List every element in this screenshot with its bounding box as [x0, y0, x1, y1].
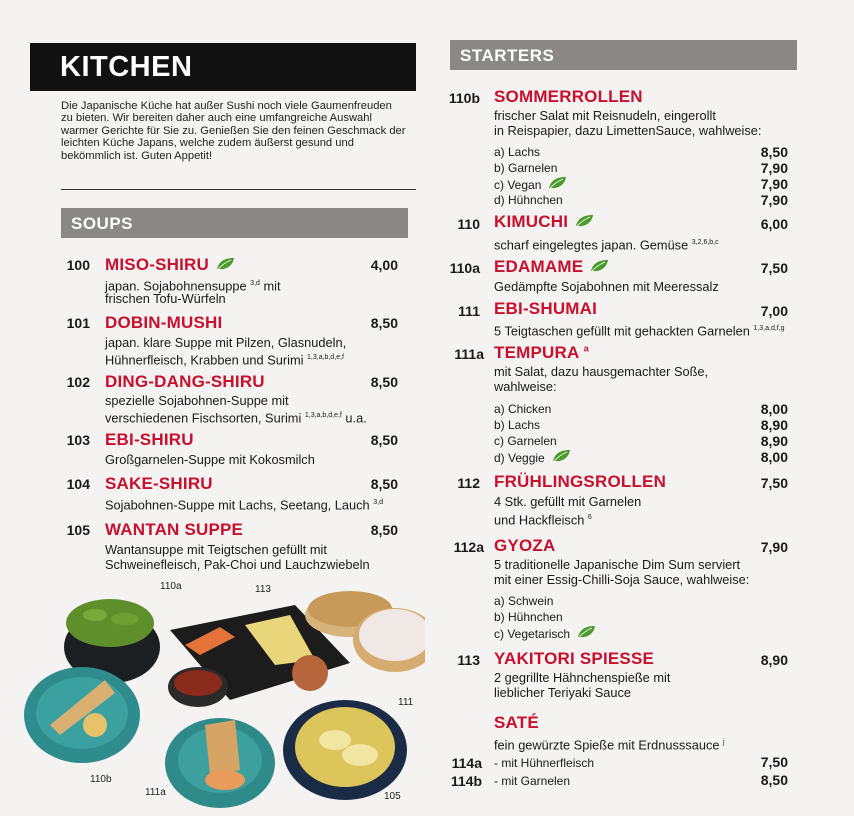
vegan-leaf-icon — [589, 259, 609, 273]
item-name: SOMMERROLLEN — [494, 87, 643, 106]
vegan-leaf-icon — [547, 176, 567, 190]
item-description: Hühnerfleisch, Krabben und Surimi $^{1,3,a,b,d,e,f}$ — [105, 352, 345, 368]
item-number: 110b — [448, 90, 480, 106]
item-price: 7,50 — [760, 260, 788, 276]
item-description: 5 traditionelle Japanische Dim Sum serviert — [494, 557, 741, 572]
item-description: Gedämpfte Sojabohnen mit Meeressalz — [494, 279, 719, 294]
item-number: 114a — [451, 755, 482, 771]
item-number: 105 — [66, 522, 90, 538]
item-number: 112a — [453, 539, 484, 555]
option-price: 8,00 — [760, 449, 788, 465]
option-price: 7,90 — [760, 192, 788, 208]
option-price: 8,00 — [760, 401, 788, 417]
option-price: 8,50 — [760, 144, 788, 160]
item-number: 104 — [66, 476, 90, 492]
option-price: 7,50 — [760, 754, 788, 770]
option-label: c) Garnelen — [494, 434, 557, 448]
item-name: SATÉ — [494, 713, 539, 732]
item-name: DOBIN-MUSHI — [105, 313, 223, 332]
item-number: 111 — [458, 303, 480, 319]
kitchen-title: KITCHEN — [30, 43, 416, 91]
item-description: scharf eingelegtes japan. Gemüse $^{3,2,6,b,c}$ — [494, 237, 719, 253]
item-description: Sojabohnen-Suppe mit Lachs, Seetang, Lauch $^{3,d}$ — [105, 497, 383, 513]
option-price: 7,90 — [760, 176, 788, 192]
option-label: a) Chicken — [494, 402, 552, 416]
item-price: 8,50 — [370, 476, 398, 492]
photo-caption: 113 — [255, 584, 271, 595]
option-label: c) Vegan — [494, 176, 567, 193]
item-description: japan. Sojabohnensuppe $^{3,d}$ mit — [105, 278, 281, 294]
item-name: WANTAN SUPPE — [105, 520, 244, 539]
item-name: YAKITORI SPIESSE — [494, 649, 655, 668]
item-number: 112 — [457, 475, 480, 491]
option-label: d) Hühnchen — [494, 193, 563, 207]
photo-caption: 110b — [90, 774, 112, 785]
soups-section-title: SOUPS — [61, 208, 408, 238]
item-price: 7,90 — [760, 539, 788, 555]
item-description: frischer Salat mit Reisnudeln, eingerollt — [494, 108, 716, 123]
item-name: TEMPURA $^a$ — [494, 343, 589, 362]
item-description: lieblicher Teriyaki Sauce — [494, 685, 632, 700]
item-name: GYOZA — [494, 536, 556, 555]
item-name: FRÜHLINGSROLLEN — [494, 472, 667, 491]
item-price: 7,00 — [760, 303, 788, 319]
option-label: c) Vegetarisch — [494, 625, 596, 642]
option-label: b) Lachs — [494, 418, 541, 432]
item-description: Großgarnelen-Suppe mit Kokosmilch — [105, 452, 315, 467]
item-number: 113 — [457, 652, 480, 668]
item-price: 8,50 — [370, 522, 398, 538]
item-number: 114b — [450, 773, 482, 789]
item-description: und Hackfleisch $^6$ — [494, 512, 592, 528]
food-photo-illustration — [20, 575, 425, 810]
option-label: - mit Hühnerfleisch — [494, 756, 595, 770]
item-description: 4 Stk. gefüllt mit Garnelen — [494, 494, 642, 509]
option-label: b) Garnelen — [494, 161, 558, 175]
option-label: a) Schwein — [494, 594, 554, 608]
vegan-leaf-icon — [574, 214, 594, 228]
item-name: EDAMAME — [494, 257, 609, 277]
item-name: DING-DANG-SHIRU — [105, 372, 265, 391]
item-description: japan. klare Suppe mit Pilzen, Glasnudeln, — [105, 335, 347, 350]
sauce-dish — [292, 655, 328, 691]
item-number: 102 — [66, 374, 90, 390]
starters-section-title: STARTERS — [450, 40, 797, 70]
option-label: a) Lachs — [494, 145, 541, 159]
option-price: 8,90 — [760, 433, 788, 449]
kitchen-intro: Die Japanische Küche hat außer Sushi noch viele Gaumenfreuden zu bieten. Wir bereiten daher auch eine umfangreiche Auswahl warmer Gerichte für Sie zu. Genießen Sie den feinen Geschmack der leichten Küche Japans, welche zudem äußerst gesund und bekömmlich ist. Guten Appetit! — [61, 100, 406, 162]
option-label: - mit Garnelen — [494, 774, 571, 788]
item-description: mit Salat, dazu hausgemachter Soße, — [494, 364, 709, 379]
item-price: 8,50 — [370, 432, 398, 448]
item-description: in Reispapier, dazu LimettenSauce, wahlweise: — [494, 123, 762, 138]
item-price: 7,50 — [760, 475, 788, 491]
item-description: mit einer Essig-Chilli-Soja Sauce, wahlweise: — [494, 572, 750, 587]
item-description: 2 gegrillte Hähnchenspieße mit — [494, 670, 671, 685]
item-description: Schweinefleisch, Pak-Choi und Lauchzwiebeln — [105, 557, 370, 572]
photo-caption: 110a — [160, 581, 182, 592]
item-description: wahlweise: — [494, 379, 557, 394]
photo-caption: 105 — [384, 791, 401, 802]
option-price: 8,50 — [760, 772, 788, 788]
item-description: frischen Tofu-Würfeln — [105, 291, 226, 306]
option-label: d) Veggie — [494, 449, 571, 466]
divider — [61, 189, 416, 190]
vegan-leaf-icon — [576, 625, 596, 639]
item-price: 6,00 — [760, 216, 788, 232]
vegan-leaf-icon — [215, 257, 235, 271]
item-name: MISO-SHIRU — [105, 255, 235, 275]
item-name: EBI-SHUMAI — [494, 299, 598, 318]
item-description: verschiedenen Fischsorten, Surimi $^{1,3,a,b,d,e,f}$ u.a. — [105, 410, 367, 426]
item-number: 101 — [66, 315, 90, 331]
photo-caption: 111a — [145, 787, 166, 798]
item-price: 8,90 — [760, 652, 788, 668]
option-label: b) Hühnchen — [494, 610, 563, 624]
item-price: 4,00 — [370, 257, 398, 273]
item-price: 8,50 — [370, 374, 398, 390]
item-description: spezielle Sojabohnen-Suppe mit — [105, 393, 289, 408]
item-number: 110a — [449, 260, 480, 276]
item-description: fein gewürzte Spieße mit Erdnusssauce $^j$ — [494, 737, 725, 753]
edamame-beans — [66, 599, 154, 647]
item-price: 8,50 — [370, 315, 398, 331]
vegan-leaf-icon — [551, 449, 571, 463]
item-name: KIMUCHI — [494, 212, 594, 232]
item-number: 110 — [457, 216, 480, 232]
item-description: Wantansuppe mit Teigtschen gefüllt mit — [105, 542, 327, 557]
item-name: EBI-SHIRU — [105, 430, 194, 449]
option-price: 8,90 — [760, 417, 788, 433]
item-description: 5 Teigtaschen gefüllt mit gehackten Garnelen $^{1,3,a,d,f,g}$ — [494, 323, 785, 339]
item-name: SAKE-SHIRU — [105, 474, 213, 493]
item-number: 103 — [66, 432, 90, 448]
item-number: 100 — [66, 257, 90, 273]
item-number: 111a — [454, 346, 484, 362]
option-price: 7,90 — [760, 160, 788, 176]
photo-caption: 111 — [398, 697, 414, 708]
